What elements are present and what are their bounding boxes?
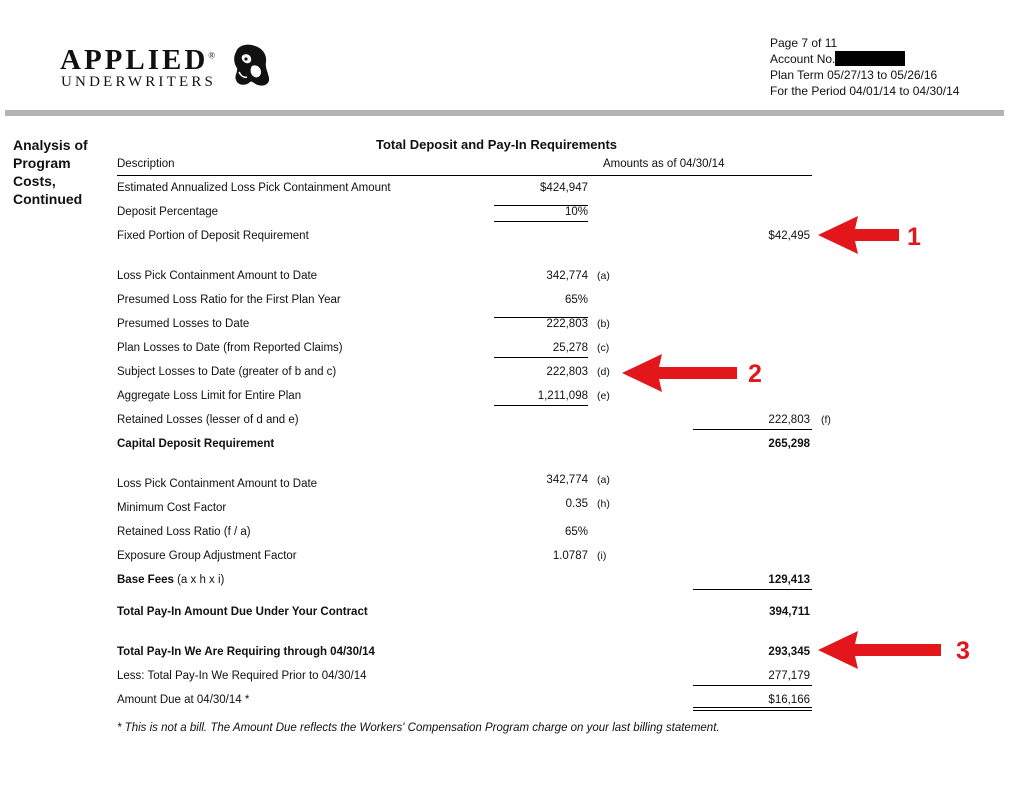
row-description [117, 366, 336, 378]
row-amount: 65% [564, 294, 588, 306]
row-description-text: Plan Losses to Date (from Reported Claims) [117, 342, 343, 354]
footnote: * This is not a bill. The Amount Due reflects the Workers' Compensation Program charge on your last billing statement. [117, 722, 720, 734]
row-description [117, 606, 368, 618]
row-amount: 222,803 [546, 318, 588, 330]
rule [494, 205, 588, 206]
row-description-text: Presumed Losses to Date [117, 318, 250, 330]
rule [494, 221, 588, 222]
arrow-label-3: 3 [956, 637, 970, 665]
row-reference-tag: (i) [597, 550, 607, 562]
page-info [770, 35, 959, 99]
row-amount: 10% [564, 206, 588, 218]
row-reference-tag: (d) [597, 366, 610, 378]
row-amount: 25,278 [552, 342, 588, 354]
row-total: 277,179 [768, 670, 810, 682]
row-description-text: Aggregate Loss Limit for Entire Plan [117, 390, 302, 402]
table-title: Total Deposit and Pay-In Requirements [376, 137, 618, 152]
row-description-text: Estimated Annualized Loss Pick Containment Amount [117, 182, 391, 194]
red-arrow-icon [818, 630, 942, 670]
account-line [770, 51, 959, 67]
header-divider [5, 110, 1004, 116]
row-reference-tag: (h) [597, 498, 610, 510]
section-label-line: Continued [13, 191, 83, 207]
row-description-text: Loss Pick Containment Amount to Date [117, 270, 318, 282]
double-rule [693, 707, 812, 711]
row-description-text: Fixed Portion of Deposit Requirement [117, 230, 309, 242]
row-description-text: Exposure Group Adjustment Factor [117, 550, 297, 562]
row-description [117, 390, 301, 402]
row-total: 293,345 [768, 646, 810, 658]
row-description-text: Retained Losses (lesser of d and e) [117, 414, 299, 426]
row-description-text: Base Fees [117, 574, 174, 586]
logo-wordmark [60, 44, 218, 77]
row-description [117, 502, 226, 514]
row-description-text: Capital Deposit Requirement [117, 438, 275, 450]
redacted-account-number [835, 51, 905, 66]
section-label-line: Program [13, 155, 71, 171]
rule [693, 589, 812, 590]
row-amount: 1.0787 [552, 550, 588, 562]
row-amount: 1,211,098 [537, 390, 588, 402]
row-total: $16,166 [768, 694, 810, 706]
row-total: 265,298 [768, 438, 810, 450]
section-label [13, 136, 88, 208]
section-label-line: Costs, [13, 173, 56, 189]
row-description-text: Amount Due at 04/30/14 * [117, 694, 250, 706]
row-description [117, 342, 343, 354]
billing-period: For the Period 04/01/14 to 04/30/14 [770, 84, 960, 98]
row-description [117, 414, 299, 426]
logo-top-text: APPLIED [60, 44, 209, 76]
plan-term: Plan Term 05/27/13 to 05/26/16 [770, 68, 938, 82]
account-label: Account No. [770, 52, 836, 66]
arrow-label-2: 2 [748, 360, 762, 388]
row-description [117, 526, 251, 538]
row-description-text: Loss Pick Containment Amount to Date [117, 478, 318, 490]
rule [494, 317, 588, 318]
row-description [117, 318, 249, 330]
row-description-text: Total Pay-In Amount Due Under Your Contract [117, 606, 368, 618]
row-reference-tag: (a) [597, 474, 610, 486]
column-header-amounts: Amounts as of 04/30/14 [603, 158, 725, 170]
row-description-text: Retained Loss Ratio (f / a) [117, 526, 251, 538]
row-amount: 342,774 [546, 474, 588, 486]
red-arrow-icon [622, 353, 738, 393]
logo-registered-mark: ® [208, 50, 219, 61]
rule [693, 685, 812, 686]
row-description [117, 206, 218, 218]
row-description-text: Total Pay-In We Are Requiring through 04/30/14 [117, 646, 375, 658]
red-arrow-icon [818, 215, 900, 255]
page-number: Page 7 of 11 [770, 36, 838, 50]
section-label-line: Analysis of [13, 137, 88, 153]
row-description [117, 478, 317, 490]
row-amount: 222,803 [546, 366, 588, 378]
arrow-label-1: 1 [907, 223, 921, 251]
row-description-formula: (a x h x i) [173, 574, 225, 586]
column-header-description: Description [117, 158, 175, 170]
row-total: 394,711 [769, 606, 810, 618]
row-description [117, 270, 317, 282]
row-description [117, 294, 341, 306]
header-underline [117, 175, 812, 176]
row-description-text: Subject Losses to Date (greater of b and c) [117, 366, 337, 378]
row-reference-tag: (e) [597, 390, 610, 402]
row-description-text: Deposit Percentage [117, 206, 219, 218]
row-amount: $424,947 [540, 182, 588, 194]
dog-logo-icon [228, 42, 272, 88]
row-description-text: Presumed Loss Ratio for the First Plan Year [117, 294, 341, 306]
row-description [117, 182, 391, 194]
row-description-text: Less: Total Pay-In We Required Prior to 04/30/14 [117, 670, 367, 682]
rule [494, 357, 588, 358]
rule [494, 405, 588, 406]
logo-subtitle: UNDERWRITERS [61, 74, 217, 90]
rule [693, 429, 812, 430]
row-reference-tag: (b) [597, 318, 610, 330]
row-description [117, 574, 224, 586]
row-amount: 342,774 [546, 270, 588, 282]
row-reference-tag: (c) [597, 342, 610, 354]
row-description [117, 438, 274, 450]
row-amount: 0.35 [565, 498, 588, 510]
row-total: 222,803 [768, 414, 810, 426]
row-description [117, 230, 309, 242]
row-description [117, 694, 249, 706]
row-amount: 65% [564, 526, 588, 538]
row-total: 129,413 [768, 574, 810, 586]
row-total: $42,495 [768, 230, 810, 242]
row-description [117, 670, 367, 682]
row-description-text: Minimum Cost Factor [117, 502, 227, 514]
row-reference-tag: (a) [597, 270, 610, 282]
row-total-tag: (f) [821, 414, 831, 426]
row-description [117, 550, 297, 562]
row-description [117, 646, 375, 658]
